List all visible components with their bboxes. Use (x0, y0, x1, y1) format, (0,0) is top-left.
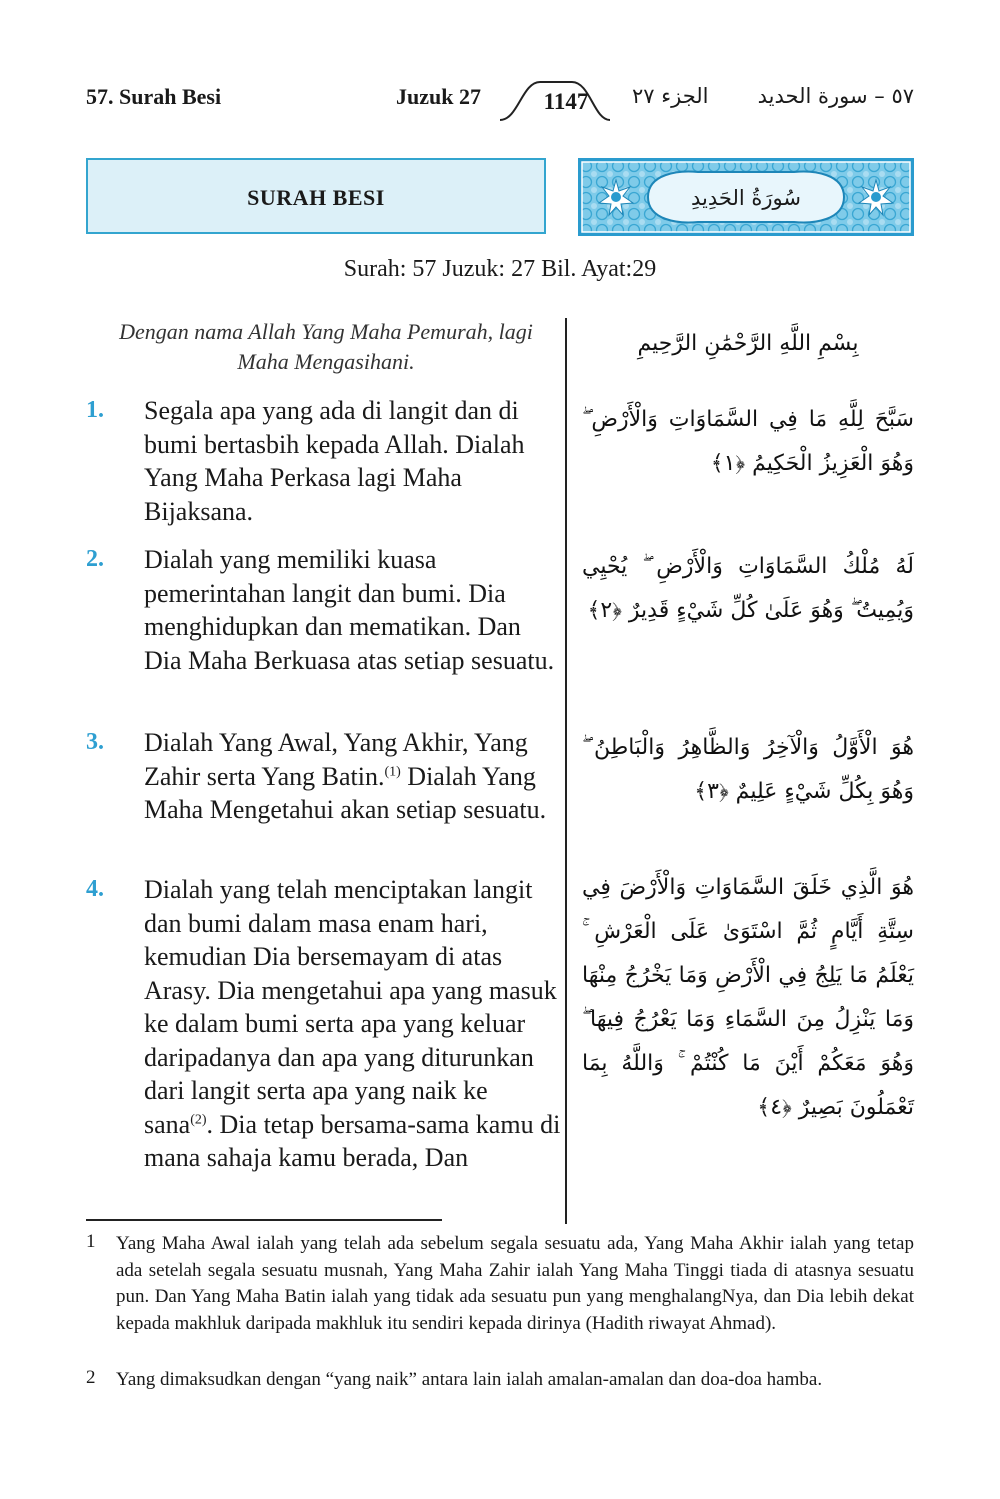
verse-text-part: Dialah yang telah menciptakan langit dan bumi dalam masa enam hari, kemudian Dia bersemayam di atas Arasy. Dia mengetahui apa yang masuk ke dalam bumi serta apa yang keluar daripadanya dan apa yang diturunkan dari langit serta apa yang naik ke sana (144, 875, 557, 1139)
footnote-text: Yang dimaksudkan dengan “yang naik” antara lain ialah amalan-amalan dan doa-doa hamba. (116, 1369, 823, 1390)
verse-text-part: Dialah Yang Maha Mengetahui akan setiap sesuatu. (144, 761, 547, 824)
footnote-number: 1 (86, 1231, 96, 1252)
surah-title-banner (86, 158, 546, 234)
header-arabic-surah: ٥٧ – سورة الحديد (757, 84, 914, 108)
arabic-verse: لَهُ مُلْكُ السَّمَاوَاتِ وَالْأَرْضِ ۖ يُحْيِي وَيُمِيتُ ۖ وَهُوَ عَلَىٰ كُلِّ شَيْءٍ قَدِيرٌ ﴿٢﴾ (582, 554, 914, 623)
arabic-basmalah: بِسْمِ اللَّهِ الرَّحْمَٰنِ الرَّحِيمِ (637, 331, 859, 356)
verse-number: 4. (86, 876, 104, 902)
arabic-verse: سَبَّحَ لِلَّهِ مَا فِي السَّمَاوَاتِ وَالْأَرْضِ ۖ وَهُوَ الْعَزِيزُ الْحَكِيمُ ﴿١﴾ (582, 407, 914, 476)
arabic-title-ornament (578, 158, 914, 236)
footnote-rule (86, 1219, 442, 1221)
verse-text (144, 873, 562, 1175)
arabic-surah-title: سُورَةُ الحَدِيدِ (691, 186, 801, 210)
column-divider (565, 318, 567, 1224)
header-surah-title: 57. Surah Besi (86, 84, 222, 109)
verse-number: 1. (86, 397, 104, 423)
page-number: 1147 (543, 89, 589, 114)
arabic-verse: هُوَ الَّذِي خَلَقَ السَّمَاوَاتِ وَالْأَرْضَ فِي سِتَّةِ أَيَّامٍ ثُمَّ اسْتَوَىٰ عَلَى الْعَرْشِ ۚ يَعْلَمُ مَا يَلِجُ فِي الْأَرْضِ وَمَا يَخْرُجُ مِنْهَا وَمَا يَنْزِلُ مِنَ السَّمَاءِ وَمَا يَعْرُجُ فِيهَا ۖ وَهُوَ مَعَكُمْ أَيْنَ مَا كُنْتُمْ ۚ وَاللَّهُ بِمَا تَعْمَلُونَ بَصِيرٌ ﴿٤﴾ (582, 875, 914, 1120)
verse-text: Dialah yang memiliki kuasa pemerintahan langit dan bumi. Dia menghidupkan dan mematikan. Dan Dia Maha Berkuasa atas setiap sesuatu. (144, 545, 555, 675)
basmalah-translation: Dengan nama Allah Yang Maha Pemurah, lagi Maha Mengasihani. (119, 319, 533, 374)
footnote-number: 2 (86, 1367, 96, 1388)
verse-text: Segala apa yang ada di langit dan di bumi bertasbih kepada Allah. Dialah Yang Maha Perkasa lagi Maha Bijaksana. (144, 396, 525, 526)
verse-number: 3. (86, 729, 104, 755)
surah-info: Surah: 57 Juzuk: 27 Bil. Ayat:29 (343, 256, 657, 282)
surah-title: SURAH BESI (247, 185, 385, 210)
header-arabic-juz: الجزء ٢٧ (632, 84, 709, 108)
verse-text-part: . Dia tetap bersama-sama kamu di mana sahaja kamu berada, Dan (144, 1109, 561, 1172)
verse-text-part: Dialah Yang Awal, Yang Akhir, Yang Zahir serta Yang Batin. (144, 728, 528, 791)
footnote-text: Yang Maha Awal ialah yang telah ada sebelum segala sesuatu ada, Yang Maha Akhir ialah yang tetap ada setelah segala sesuatu musnah, Yang Maha Zahir ialah Yang Maha Tinggi tiada di atasnya sesuatu pun. Dan Yang Maha Batin ialah yang tidak ada sesuatu pun yang menghalangNya, dan Dia lebih dekat kepada makhluk daripada makhluk itu sendiri kepada dirinya (Hadith riwayat Ahmad). (116, 1233, 914, 1334)
footnote-ref[interactable]: (1) (384, 763, 401, 779)
verse-number: 2. (86, 546, 104, 572)
verse-text (144, 726, 562, 827)
footnote-ref[interactable]: (2) (190, 1111, 207, 1127)
arabic-verse: هُوَ الْأَوَّلُ وَالْآخِرُ وَالظَّاهِرُ وَالْبَاطِنُ ۖ وَهُوَ بِكُلِّ شَيْءٍ عَلِيمٌ ﴿٣﴾ (582, 735, 914, 804)
header-juzuk: Juzuk 27 (396, 84, 481, 109)
